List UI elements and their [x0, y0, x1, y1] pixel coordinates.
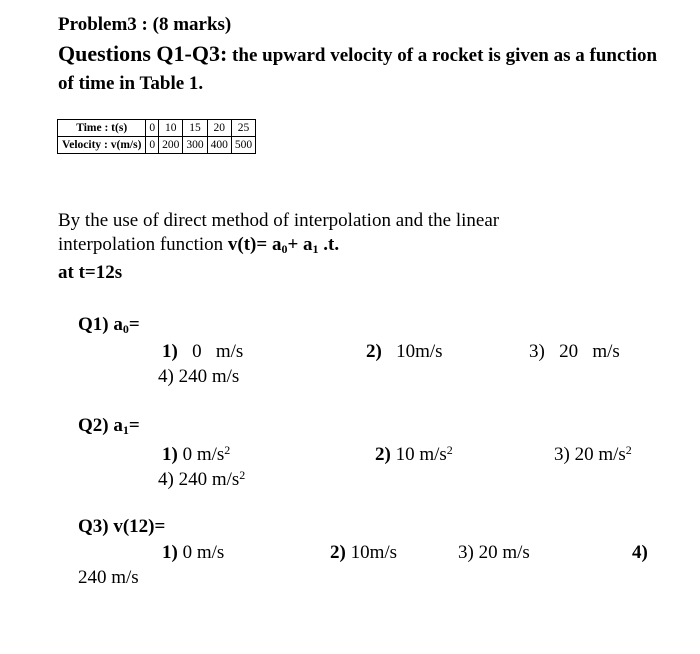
- formula-sub1: 1: [312, 242, 319, 256]
- q1-sub: 0: [122, 322, 129, 336]
- time-cell: 10: [159, 120, 183, 137]
- questions-heading: [58, 40, 658, 98]
- q3-option-1[interactable]: [162, 542, 224, 564]
- q3-option-2[interactable]: [330, 542, 397, 564]
- table-row-velocity: [58, 137, 256, 154]
- formula-plus: + a: [287, 234, 313, 255]
- velocity-cell: 0: [146, 137, 159, 154]
- q2-option-4-sup: 2: [239, 468, 246, 482]
- q2-option-2-sup: 2: [446, 443, 453, 457]
- q3-option-2-num: 2): [330, 542, 346, 563]
- q3-option-4-text[interactable]: 240 m/s: [78, 567, 139, 588]
- velocity-cell: 200: [159, 137, 183, 154]
- time-cell: 15: [183, 120, 207, 137]
- q1-option-3-text: 20 m/s: [559, 341, 620, 362]
- q2-option-2-text: 10 m/s: [395, 444, 447, 465]
- q2-option-3[interactable]: [554, 443, 632, 466]
- velocity-label: Velocity : v(m/s): [58, 137, 146, 154]
- q3-option-1-num: 1): [162, 542, 178, 563]
- q1-option-3[interactable]: [529, 341, 620, 363]
- formula: [228, 234, 339, 255]
- q2-option-3-sup: 2: [625, 443, 632, 457]
- q3-label: Q3) v(12)=: [78, 516, 166, 537]
- q3-option-1-text: 0 m/s: [182, 542, 225, 563]
- q2-option-1-sup: 2: [224, 443, 231, 457]
- q1-option-2-text: 10m/s: [396, 341, 443, 362]
- q2-option-1[interactable]: [162, 443, 230, 466]
- q2-option-3-text: 3) 20 m/s: [554, 444, 626, 465]
- q1-option-4[interactable]: 4) 240 m/s: [158, 366, 240, 387]
- q2-option-2[interactable]: [375, 443, 453, 466]
- q1-option-2-num: 2): [366, 341, 382, 362]
- q3-option-4-num[interactable]: 4): [632, 542, 648, 563]
- questions-label: Questions Q1-Q3:: [58, 41, 228, 66]
- q2-sub: 1: [122, 423, 129, 437]
- velocity-table: [57, 119, 256, 154]
- q1-label: [78, 314, 140, 337]
- table-row-time: [58, 120, 256, 137]
- time-cell: 20: [207, 120, 231, 137]
- q1-option-2[interactable]: [366, 341, 443, 363]
- q1-option-1-text: 0 m/s: [192, 341, 244, 362]
- q1-option-3-num: 3): [529, 341, 545, 362]
- q1-option-1[interactable]: [162, 341, 243, 363]
- q1-option-1-num: 1): [162, 341, 178, 362]
- q2-eq: =: [128, 415, 140, 436]
- formula-sub0: 0: [281, 242, 288, 256]
- formula-end: .t.: [318, 234, 340, 255]
- questions-text: the upward velocity of a rocket is given as a function of time in Table 1.: [58, 45, 658, 94]
- q2-option-4[interactable]: [158, 468, 245, 491]
- problem-title: Problem3 : (8 marks): [58, 14, 232, 35]
- velocity-cell: 300: [183, 137, 207, 154]
- velocity-cell: 500: [231, 137, 255, 154]
- q2-label-text: Q2) a: [78, 415, 123, 436]
- time-cell: 0: [146, 120, 159, 137]
- time-label: Time : t(s): [58, 120, 146, 137]
- time-cell: 25: [231, 120, 255, 137]
- velocity-cell: 400: [207, 137, 231, 154]
- q2-option-4-text: 4) 240 m/s: [158, 469, 240, 490]
- q1-eq: =: [128, 314, 140, 335]
- q2-label: [78, 415, 140, 438]
- intro-prefix: interpolation function: [58, 234, 228, 255]
- intro-line-2: [58, 234, 339, 257]
- q2-option-2-num: 2): [375, 444, 391, 465]
- q2-option-1-num: 1): [162, 444, 178, 465]
- q3-option-3[interactable]: 3) 20 m/s: [458, 542, 530, 563]
- at-time: at t=12s: [58, 262, 123, 283]
- q1-label-text: Q1) a: [78, 314, 123, 335]
- q3-option-2-text: 10m/s: [350, 542, 398, 563]
- intro-line-1: By the use of direct method of interpolation and the linear: [58, 210, 500, 231]
- q2-option-1-text: 0 m/s: [182, 444, 225, 465]
- formula-v: v(t)= a: [227, 234, 282, 255]
